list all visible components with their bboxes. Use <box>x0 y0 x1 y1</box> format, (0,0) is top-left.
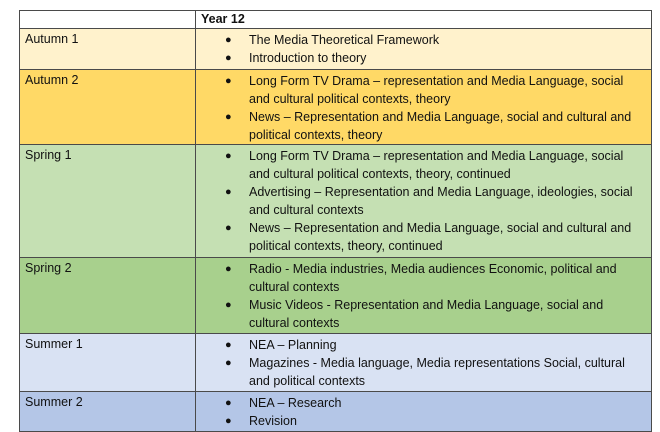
table-row <box>20 392 652 432</box>
list-item: ● Music Videos - Representation and Media Language, social and cultural contexts <box>225 298 604 330</box>
list-item: ● Introduction to theory <box>225 51 367 65</box>
content-cell <box>196 392 652 432</box>
content-cell <box>196 70 652 145</box>
content-cell <box>196 145 652 258</box>
list-item: ● NEA – Planning <box>225 338 337 352</box>
list-item: ● Advertising – Representation and Media Language, ideologies, social and cultural contexts <box>225 185 633 217</box>
content-cell <box>196 29 652 70</box>
bullet-icon: ● <box>225 34 232 46</box>
bullet-icon: ● <box>225 415 232 427</box>
content-cell <box>196 334 652 392</box>
list-item: ● The Media Theoretical Framework <box>225 33 440 47</box>
list-item: ● News – Representation and Media Language, social and cultural and political contexts, theory <box>225 110 632 142</box>
bullet-icon: ● <box>225 52 232 64</box>
content-cell <box>196 258 652 334</box>
bullet-icon: ● <box>225 186 232 198</box>
header-row <box>20 11 652 29</box>
curriculum-table <box>19 10 652 432</box>
table-row <box>20 334 652 392</box>
list-item: ● Magazines - Media language, Media representations Social, cultural and political contexts <box>225 356 625 388</box>
term-cell: Autumn 1 <box>20 29 196 70</box>
list-item: ● Long Form TV Drama – representation and Media Language, social and cultural political contexts, theory, continued <box>225 149 624 181</box>
bullet-icon: ● <box>225 150 232 162</box>
table-row <box>20 145 652 258</box>
table-row <box>20 29 652 70</box>
list-item: ● News – Representation and Media Language, social and cultural and political contexts, theory, continued <box>225 221 632 253</box>
term-cell: Spring 1 <box>20 145 196 258</box>
bullet-icon: ● <box>225 75 232 87</box>
list-item: ● NEA – Research <box>225 396 342 410</box>
bullet-icon: ● <box>225 357 232 369</box>
term-cell: Summer 1 <box>20 334 196 392</box>
list-item: ● Long Form TV Drama – representation and Media Language, social and cultural political contexts, theory <box>225 74 624 106</box>
list-item: ● Radio - Media industries, Media audiences Economic, political and cultural contexts <box>225 262 617 294</box>
table-row <box>20 70 652 145</box>
list-item: ● Revision <box>225 414 297 428</box>
table-row <box>20 258 652 334</box>
bullet-icon: ● <box>225 397 232 409</box>
header-term-cell <box>20 11 196 29</box>
term-cell: Spring 2 <box>20 258 196 334</box>
term-cell: Autumn 2 <box>20 70 196 145</box>
bullet-icon: ● <box>225 263 232 275</box>
term-cell: Summer 2 <box>20 392 196 432</box>
bullet-icon: ● <box>225 299 232 311</box>
bullet-icon: ● <box>225 111 232 123</box>
bullet-icon: ● <box>225 222 232 234</box>
bullet-icon: ● <box>225 339 232 351</box>
header-year-cell: Year 12 <box>196 11 652 29</box>
